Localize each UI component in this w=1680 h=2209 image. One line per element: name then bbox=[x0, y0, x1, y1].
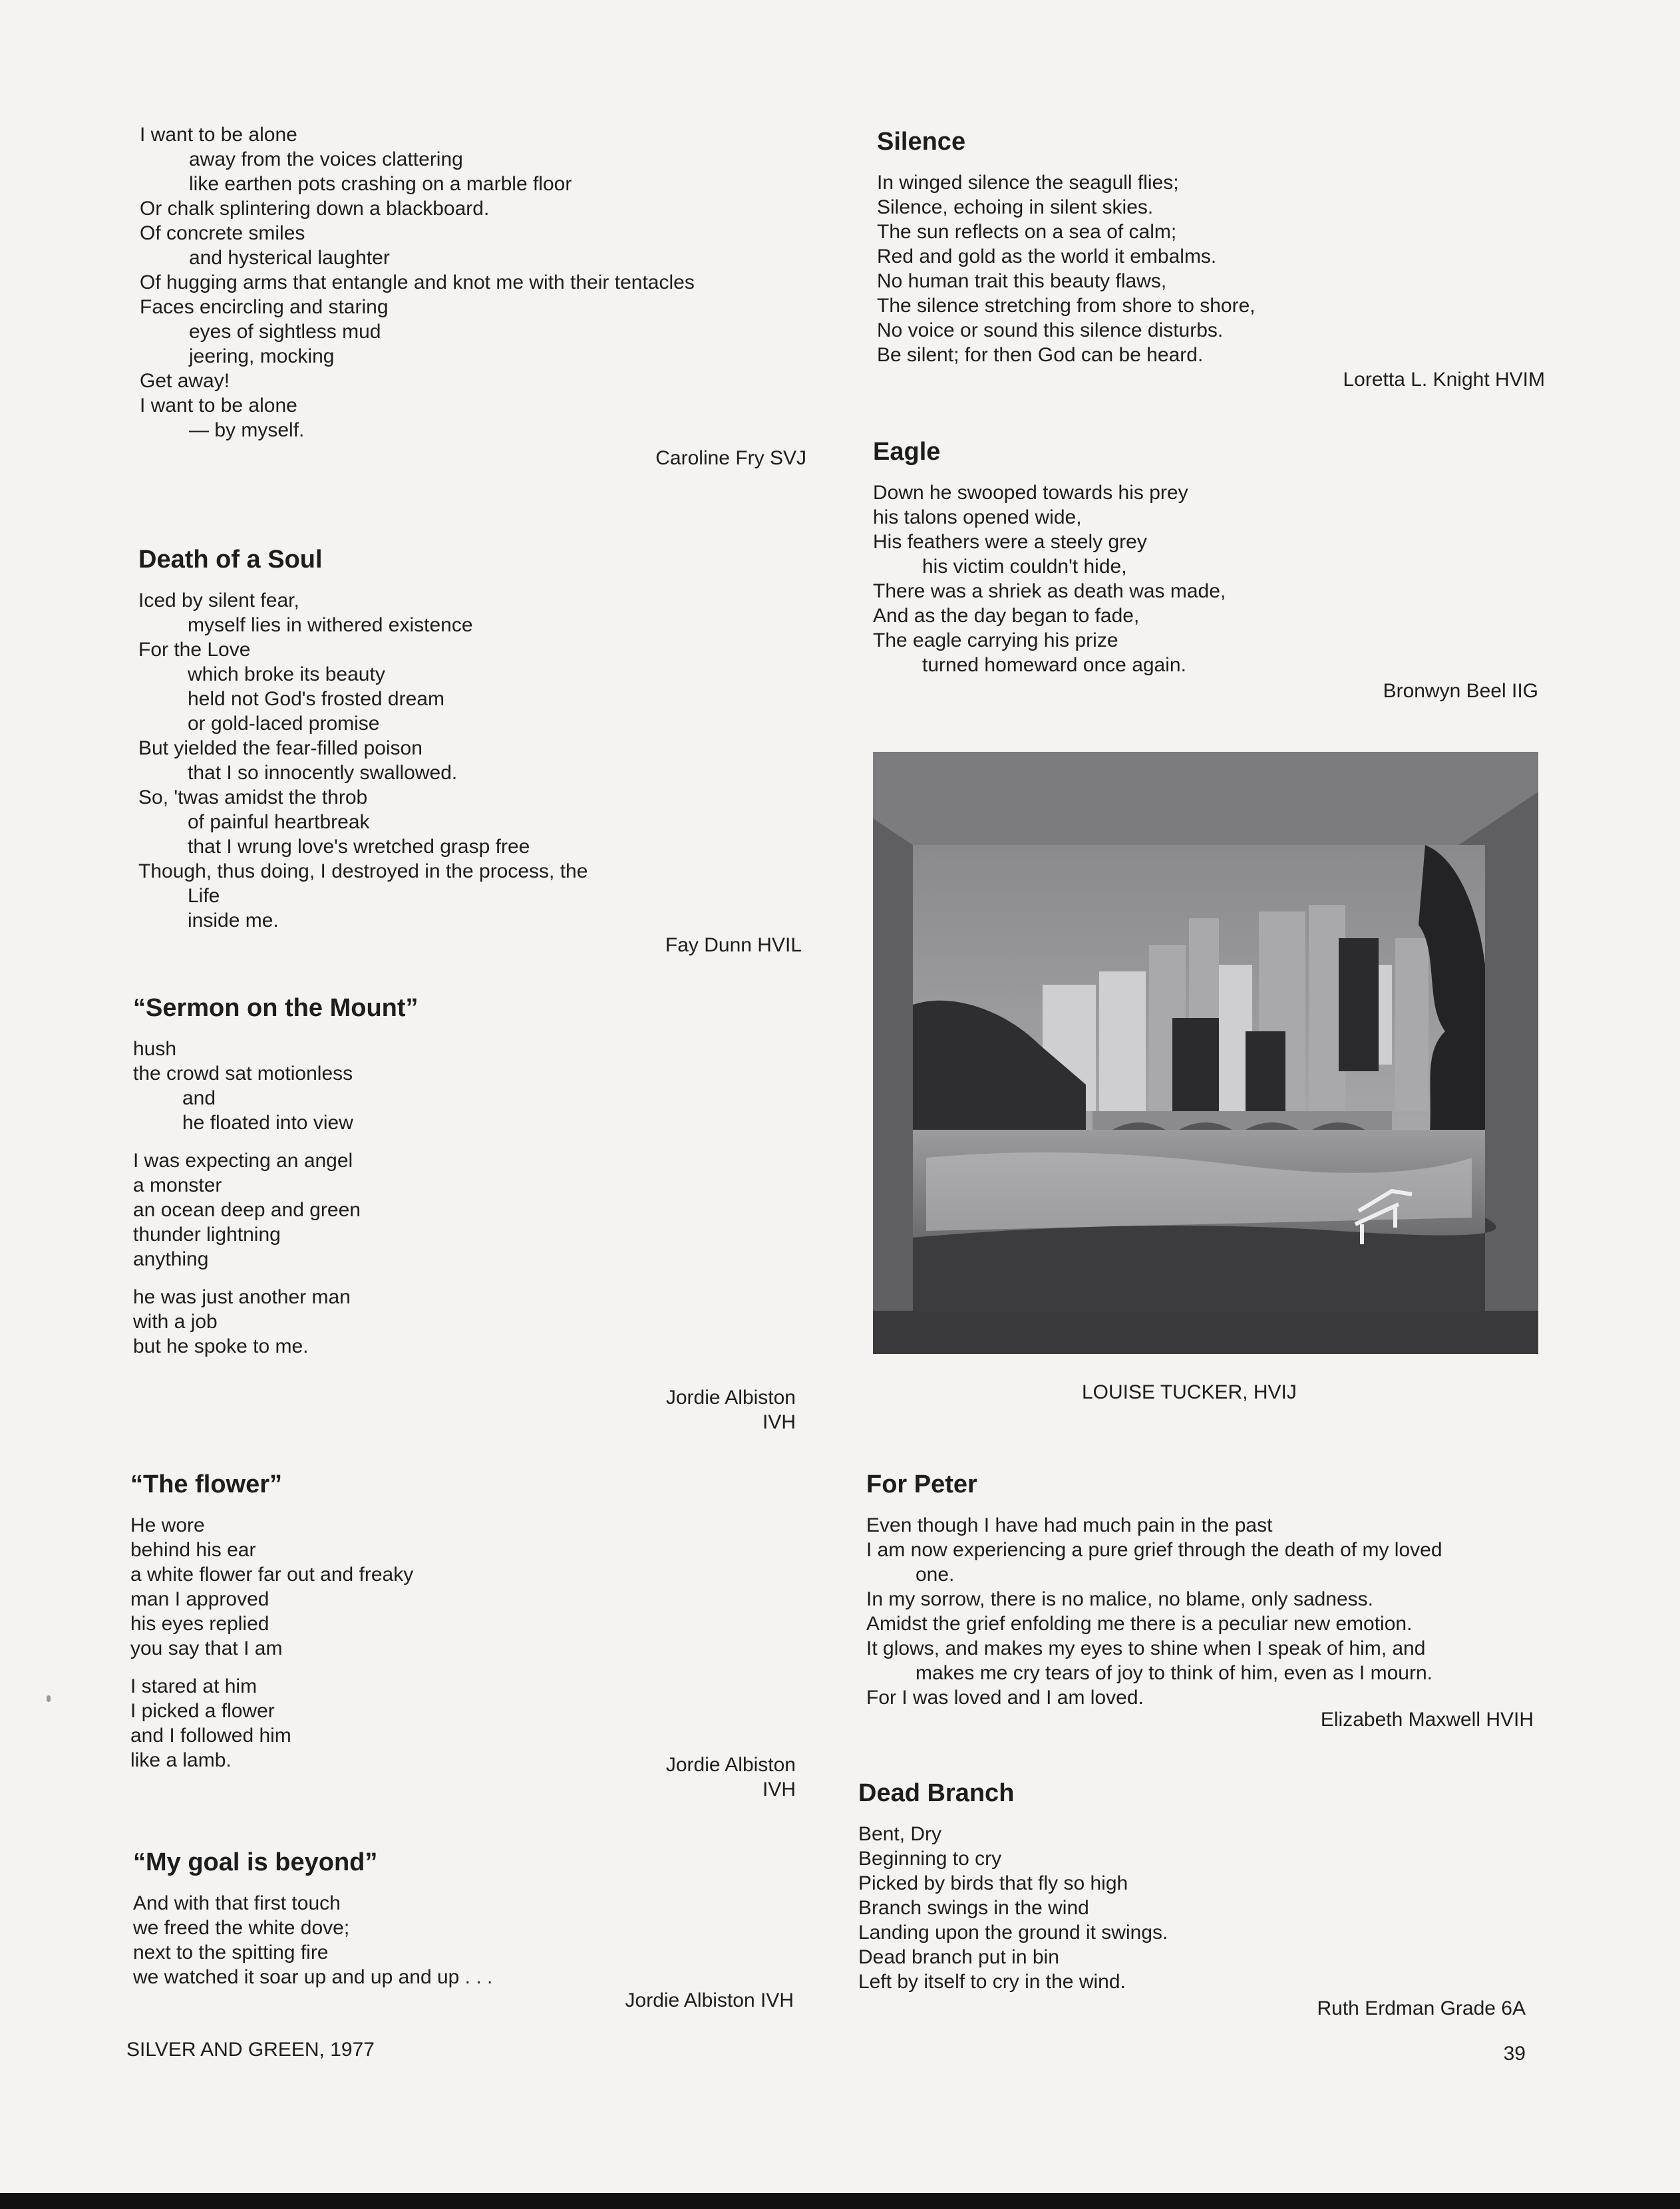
poem-line: There was a shriek as death was made, bbox=[873, 580, 1226, 602]
poem-line: The silence stretching from shore to shore, bbox=[877, 295, 1256, 317]
poem-author bbox=[655, 446, 806, 470]
poem-line: I am now experiencing a pure grief through the death of my loved bbox=[866, 1539, 1442, 1561]
poem-silence bbox=[877, 126, 1256, 367]
poem-line: Life bbox=[188, 885, 220, 907]
poem-line: So, 'twas amidst the throb bbox=[138, 786, 368, 808]
poem-line: I want to be alone bbox=[140, 395, 297, 417]
poem-line: we watched it soar up and up and up . . . bbox=[133, 1966, 493, 1988]
poem-line: which broke its beauty bbox=[188, 663, 385, 685]
poem-the-flower bbox=[130, 1469, 413, 1773]
poem-title: Eagle bbox=[873, 438, 941, 466]
poem-eagle bbox=[873, 436, 1226, 677]
poem-line: And with that first touch bbox=[133, 1892, 341, 1914]
poem-line: thunder lightning bbox=[133, 1224, 281, 1246]
poem-line: like earthen pots crashing on a marble floor bbox=[189, 173, 572, 195]
poem-line: But yielded the fear-filled poison bbox=[138, 737, 422, 759]
city-skyline-photo bbox=[873, 752, 1538, 1354]
poem-line: and I followed him bbox=[130, 1725, 291, 1747]
poem-stanza bbox=[133, 1148, 419, 1272]
poem-line: you say that I am bbox=[130, 1637, 283, 1659]
poem-title: Death of a Soul bbox=[138, 546, 323, 574]
poem-line: he was just another man bbox=[133, 1286, 351, 1308]
poem-line: I want to be alone bbox=[140, 124, 297, 146]
poem-line: The eagle carrying his prize bbox=[873, 629, 1118, 651]
author-line: Elizabeth Maxwell HVIH bbox=[1320, 1709, 1534, 1731]
author-line: Ruth Erdman Grade 6A bbox=[1317, 1997, 1526, 2019]
poem-line: that I so innocently swallowed. bbox=[188, 762, 458, 784]
poem-line: It glows, and makes my eyes to shine when I speak of him, and bbox=[866, 1637, 1426, 1659]
poem-stanza bbox=[138, 588, 588, 933]
poem-stanza bbox=[133, 1285, 419, 1359]
poem-stanza bbox=[133, 1037, 419, 1135]
poem-line: He wore bbox=[130, 1514, 205, 1536]
poem-line: For I was loved and I am loved. bbox=[866, 1687, 1144, 1709]
poem-line: makes me cry tears of joy to think of him, even as I mourn. bbox=[916, 1662, 1432, 1684]
author-line: Jordie Albiston bbox=[665, 1387, 796, 1409]
poem-stanza bbox=[858, 1822, 1168, 1994]
poem-stanza bbox=[866, 1513, 1442, 1710]
margin-speck bbox=[47, 1695, 51, 1702]
poem-line: a monster bbox=[133, 1174, 222, 1196]
poem-line: behind his ear bbox=[130, 1539, 256, 1561]
poem-line: Down he swooped towards his prey bbox=[873, 482, 1188, 504]
publication-footer: SILVER AND GREEN, 1977 bbox=[126, 2039, 375, 2061]
poem-line: And as the day began to fade, bbox=[873, 605, 1140, 627]
author-line: IVH bbox=[762, 1411, 796, 1433]
poem-line: Though, thus doing, I destroyed in the process, the bbox=[138, 860, 588, 882]
poem-line: — by myself. bbox=[189, 419, 305, 441]
poem-author bbox=[666, 1385, 796, 1435]
poem-line: Of hugging arms that entangle and knot me with their tentacles bbox=[140, 271, 695, 293]
poem-line: Be silent; for then God can be heard. bbox=[877, 344, 1204, 366]
poem-line: anything bbox=[133, 1248, 209, 1270]
poem-line: Even though I have had much pain in the past bbox=[866, 1514, 1273, 1536]
poem-line: eyes of sightless mud bbox=[189, 321, 381, 343]
poem-title: For Peter bbox=[866, 1470, 977, 1498]
poem-title: Dead Branch bbox=[858, 1779, 1015, 1807]
poem-line: Branch swings in the wind bbox=[858, 1897, 1089, 1919]
poem-dead-branch bbox=[858, 1778, 1168, 1994]
poem-untitled bbox=[140, 122, 695, 442]
poem-line: No human trait this beauty flaws, bbox=[877, 270, 1167, 292]
author-line: Loretta L. Knight HVIM bbox=[1343, 369, 1545, 391]
poem-line: or gold-laced promise bbox=[188, 713, 380, 735]
poem-line: we freed the white dove; bbox=[133, 1917, 350, 1939]
poem-author bbox=[1321, 1707, 1534, 1732]
poem-line: Of concrete smiles bbox=[140, 222, 305, 244]
poem-line: I stared at him bbox=[130, 1675, 257, 1697]
poem-line: Dead branch put in bin bbox=[858, 1946, 1059, 1968]
poem-author bbox=[666, 1753, 796, 1802]
poem-line: an ocean deep and green bbox=[133, 1199, 361, 1221]
poem-stanza bbox=[130, 1674, 413, 1773]
poem-line: of painful heartbreak bbox=[188, 811, 370, 833]
poem-line: but he spoke to me. bbox=[133, 1335, 309, 1357]
poem-line: I was expecting an angel bbox=[133, 1150, 353, 1172]
poem-author bbox=[625, 1988, 794, 2013]
poem-line: man I approved bbox=[130, 1588, 269, 1610]
poem-line: next to the spitting fire bbox=[133, 1942, 329, 1963]
poem-line: myself lies in withered existence bbox=[188, 614, 473, 636]
poem-sermon-on-the-mount bbox=[133, 993, 419, 1359]
poem-line: I picked a flower bbox=[130, 1700, 275, 1722]
poem-line: he floated into view bbox=[182, 1112, 353, 1134]
poem-line: his eyes replied bbox=[130, 1613, 269, 1635]
poem-stanza bbox=[877, 170, 1256, 367]
poem-line: inside me. bbox=[188, 910, 279, 932]
poem-line: Iced by silent fear, bbox=[138, 590, 299, 611]
poem-line: Left by itself to cry in the wind. bbox=[858, 1971, 1126, 1993]
poem-line: with a job bbox=[133, 1311, 218, 1333]
poem-title: “The flower” bbox=[130, 1470, 283, 1498]
poem-line: Beginning to cry bbox=[858, 1848, 1002, 1870]
poem-line: Or chalk splintering down a blackboard. bbox=[140, 198, 490, 220]
poem-stanza bbox=[133, 1891, 492, 1989]
poem-stanza bbox=[140, 122, 695, 442]
poem-line: Silence, echoing in silent skies. bbox=[877, 196, 1154, 218]
poem-line: The sun reflects on a sea of calm; bbox=[877, 221, 1177, 243]
poem-line: Bent, Dry bbox=[858, 1823, 942, 1845]
poem-line: his victim couldn't hide, bbox=[922, 556, 1127, 578]
poem-stanza bbox=[130, 1513, 413, 1661]
poem-author bbox=[1383, 679, 1538, 703]
poem-line: and hysterical laughter bbox=[189, 247, 390, 269]
author-line: Fay Dunn HVIL bbox=[665, 934, 802, 956]
poem-title: Silence bbox=[877, 128, 966, 156]
poem-line: Red and gold as the world it embalms. bbox=[877, 246, 1217, 267]
photo-caption: LOUISE TUCKER, HVIJ bbox=[1082, 1381, 1297, 1403]
poem-line: Picked by birds that fly so high bbox=[858, 1872, 1128, 1894]
poem-line: the crowd sat motionless bbox=[133, 1063, 353, 1085]
poem-line: his talons opened wide, bbox=[873, 506, 1082, 528]
poem-for-peter bbox=[866, 1469, 1442, 1710]
poem-title: “My goal is beyond” bbox=[133, 1848, 378, 1876]
poem-line: away from the voices clattering bbox=[189, 148, 463, 170]
poem-line: like a lamb. bbox=[130, 1749, 232, 1771]
poem-line: Get away! bbox=[140, 370, 230, 392]
author-line: Bronwyn Beel IIG bbox=[1383, 680, 1538, 702]
poem-line: turned homeward once again. bbox=[922, 654, 1186, 676]
poem-stanza bbox=[873, 480, 1226, 677]
poem-title: “Sermon on the Mount” bbox=[133, 994, 419, 1022]
author-line: Caroline Fry SVJ bbox=[655, 447, 806, 469]
poem-line: hush bbox=[133, 1038, 177, 1060]
poem-author bbox=[665, 933, 802, 957]
author-line: IVH bbox=[762, 1779, 796, 1800]
poem-line: Amidst the grief enfolding me there is a peculiar new emotion. bbox=[866, 1613, 1413, 1635]
poem-line: held not God's frosted dream bbox=[188, 688, 444, 710]
poem-line: In my sorrow, there is no malice, no blame, only sadness. bbox=[866, 1588, 1374, 1610]
poem-line: one. bbox=[916, 1564, 955, 1586]
author-line: Jordie Albiston bbox=[665, 1754, 796, 1776]
poem-line: No voice or sound this silence disturbs. bbox=[877, 319, 1224, 341]
scan-edge bbox=[0, 2193, 1680, 2209]
poem-line: In winged silence the seagull flies; bbox=[877, 172, 1179, 194]
poem-line: Faces encircling and staring bbox=[140, 296, 389, 318]
poem-author bbox=[1343, 367, 1546, 392]
poem-line: jeering, mocking bbox=[189, 345, 335, 367]
page-number: 39 bbox=[1503, 2043, 1526, 2065]
poem-line: For the Love bbox=[138, 639, 251, 661]
skyline-photo-image bbox=[873, 752, 1538, 1354]
poem-line: His feathers were a steely grey bbox=[873, 531, 1147, 553]
author-line: Jordie Albiston IVH bbox=[625, 1989, 794, 2011]
poem-line: a white flower far out and freaky bbox=[130, 1564, 414, 1586]
poem-author bbox=[1317, 1996, 1526, 2021]
poem-line: that I wrung love's wretched grasp free bbox=[188, 836, 530, 858]
poem-my-goal-is-beyond bbox=[133, 1847, 492, 1989]
poem-line: Landing upon the ground it swings. bbox=[858, 1922, 1168, 1944]
poem-death-of-a-soul bbox=[138, 544, 588, 933]
poem-line: and bbox=[182, 1087, 216, 1109]
